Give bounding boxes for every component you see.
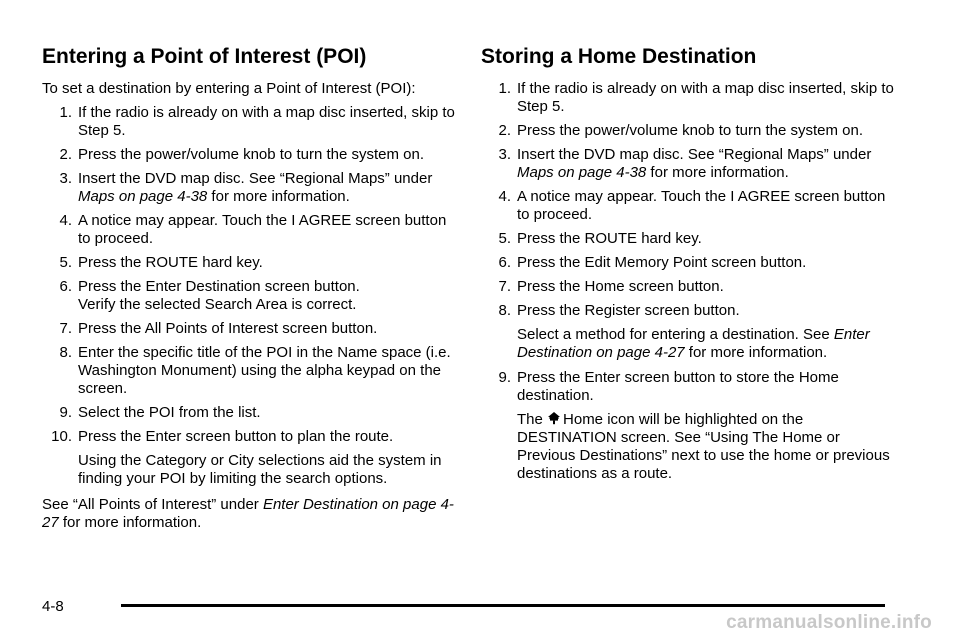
poi-see-also: See “All Points of Interest” under Enter Destination on page 4-27 for more information.: [42, 496, 454, 531]
poi-step: 7. Press the All Points of Interest screen button.: [59, 320, 378, 337]
home-step: 8. Press the Register screen button.: [498, 302, 740, 319]
home-step: 4. A notice may appear. Touch the I AGREE screen button to proceed.: [498, 188, 886, 223]
poi-step: 9. Select the POI from the list.: [59, 404, 261, 421]
home-step: 7. Press the Home screen button.: [498, 278, 724, 295]
home-step-9-note: The Home icon will be highlighted on the DESTINATION screen. See “Using The Home or Previous Destinations” next to use the home or previous destinations as a route.: [517, 411, 890, 482]
poi-step: 1. If the radio is already on with a map disc inserted, skip to Step 5.: [59, 104, 455, 139]
home-step: 1. If the radio is already on with a map disc inserted, skip to Step 5.: [498, 80, 894, 115]
maps-page-reference: Maps on page 4-38: [78, 188, 208, 205]
left-column: [42, 44, 460, 532]
home-step: 6. Press the Edit Memory Point screen button.: [498, 254, 807, 271]
poi-step: 3. Insert the DVD map disc. See “Regional Maps” under Maps on page 4-38 for more information.: [59, 170, 433, 205]
poi-step: 4. A notice may appear. Touch the I AGREE screen button to proceed.: [59, 212, 447, 247]
poi-step: 6. Press the Enter Destination screen button. Verify the selected Search Area is correct.: [59, 278, 360, 313]
poi-step: 10. Press the Enter screen button to plan the route.: [51, 428, 394, 445]
enter-destination-reference: Enter Destination on page 4-27: [517, 326, 870, 361]
right-column: [481, 44, 899, 490]
home-step-8-note: Select a method for entering a destination. See Enter Destination on page 4-27 for more information.: [517, 326, 870, 361]
poi-note: Using the Category or City selections aid the system in finding your POI by limiting the search options.: [78, 452, 442, 487]
poi-heading: Entering a Point of Interest (POI): [42, 45, 367, 68]
poi-step: 8. Enter the specific title of the POI in the Name space (i.e. Washington Monument) using the alpha keypad on the screen.: [59, 344, 451, 397]
home-step: 3. Insert the DVD map disc. See “Regional Maps” under Maps on page 4-38 for more information.: [498, 146, 872, 181]
watermark: carmanualsonline.info: [726, 612, 932, 633]
home-icon: [547, 411, 561, 425]
poi-step: 2. Press the power/volume knob to turn the system on.: [59, 146, 425, 163]
poi-intro: To set a destination by entering a Point of Interest (POI):: [42, 80, 416, 97]
enter-destination-reference: Enter Destination on page 4-27: [42, 496, 454, 531]
home-step: 2. Press the power/volume knob to turn the system on.: [498, 122, 864, 139]
footer-rule: [121, 604, 885, 607]
home-step: 5. Press the ROUTE hard key.: [498, 230, 702, 247]
home-step: 9. Press the Enter screen button to store the Home destination.: [498, 369, 839, 404]
poi-step: 5. Press the ROUTE hard key.: [59, 254, 263, 271]
page-number: 4-8: [42, 598, 64, 615]
maps-page-reference: Maps on page 4-38: [517, 164, 647, 181]
home-heading: Storing a Home Destination: [481, 45, 757, 68]
